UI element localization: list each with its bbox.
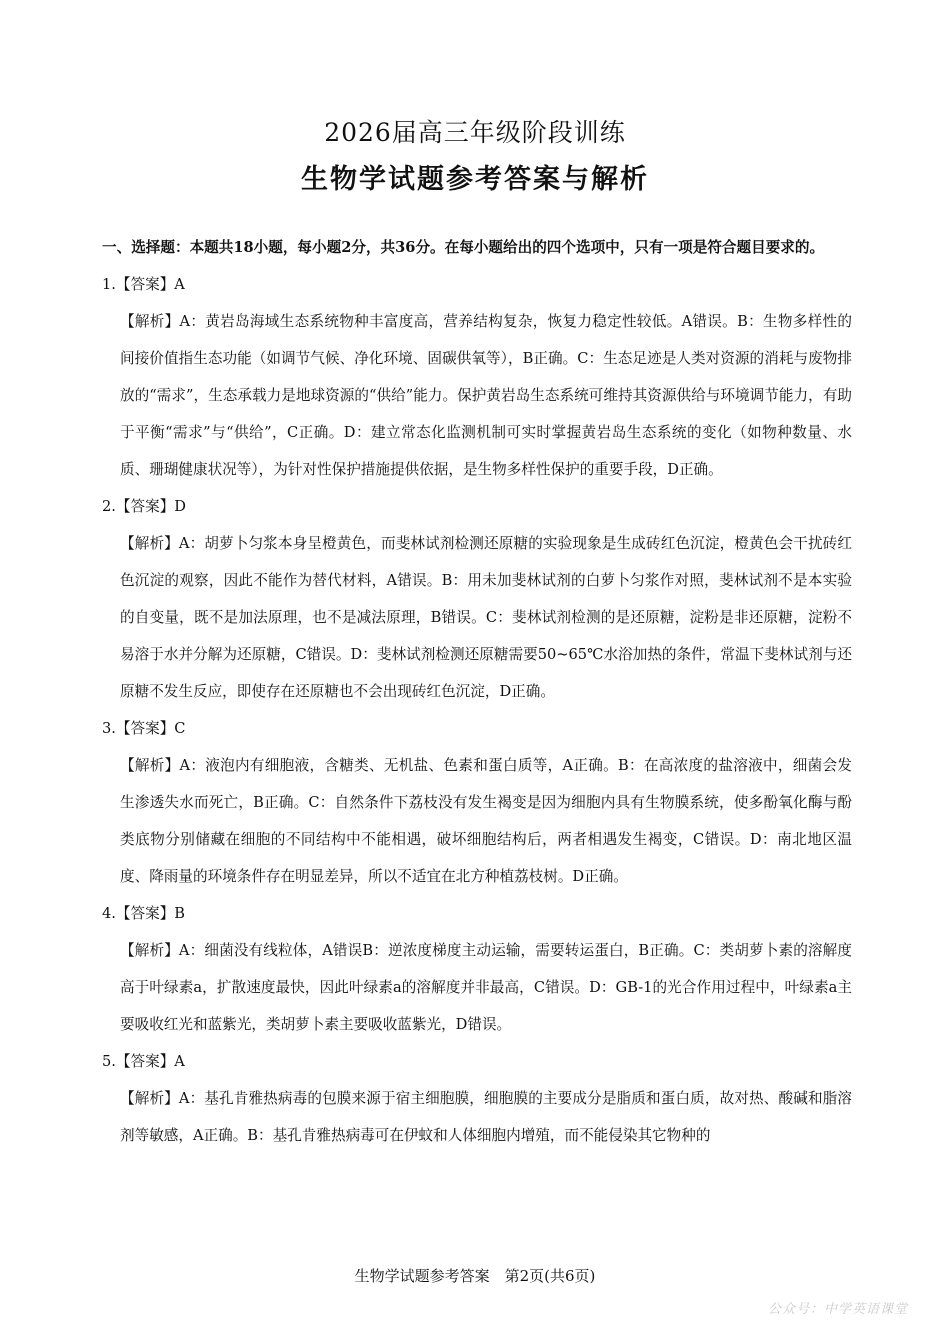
question-answer: 3.【答案】C bbox=[102, 720, 186, 737]
document-subtitle: 生物学试题参考答案与解析 bbox=[301, 164, 649, 195]
question-analysis: 【解析】A：液泡内有细胞液，含糖类、无机盐、色素和蛋白质等，A正确。B：在高浓度的盐溶液中，细菌会发生渗透失水而死亡，B正确。C：自然条件下荔枝没有发生褐变是因为细胞内具有生物膜系统，使多酚氧化酶与酚类底物分别储藏在细胞的不同结构中不能相遇，破坏细胞结构后，两者相遇发生褐变，C错误。D：南北地区温度、降雨量的环境条件存在明显差异，所以不适宜在北方种植荔枝树。D正确。 bbox=[120, 757, 852, 885]
question-5 bbox=[102, 1043, 852, 1154]
question-answer: 4.【答案】B bbox=[102, 905, 186, 922]
question-1 bbox=[102, 266, 852, 488]
exam-title: 2026届高三年级阶段训练 bbox=[324, 118, 626, 147]
question-analysis: 【解析】A：黄岩岛海域生态系统物种丰富度高，营养结构复杂，恢复力稳定性较低。A错误。B：生物多样性的间接价值指生态功能（如调节气候、净化环境、固碳供氧等），B正确。C：生态足迹是人类对资源的消耗与废物排放的“需求”，生态承载力是地球资源的“供给”能力。保护黄岩岛生态系统可维持其资源供给与环境调节能力，有助于平衡“需求”与“供给”，C正确。D：建立常态化监测机制可实时掌握黄岩岛生态系统的变化（如物种数量、水质、珊瑚健康状况等），为针对性保护措施提供依据，是生物多样性保护的重要手段，D正确。 bbox=[120, 313, 852, 478]
question-answer: 2.【答案】D bbox=[102, 498, 186, 515]
question-3 bbox=[102, 710, 852, 895]
question-4 bbox=[102, 895, 852, 1043]
section-heading: 一、选择题：本题共18小题，每小题2分，共36分。在每小题给出的四个选项中，只有一项是符合题目要求的。 bbox=[102, 239, 825, 256]
question-answer: 5.【答案】A bbox=[102, 1053, 185, 1070]
question-analysis: 【解析】A：基孔肯雅热病毒的包膜来源于宿主细胞膜，细胞膜的主要成分是脂质和蛋白质，故对热、酸碱和脂溶剂等敏感，A正确。B：基孔肯雅热病毒可在伊蚊和人体细胞内增殖，而不能侵染其它物种的 bbox=[120, 1090, 852, 1144]
answer-content bbox=[102, 230, 852, 1154]
question-2 bbox=[102, 488, 852, 710]
watermark: 公众号：中学英语课堂 bbox=[767, 1302, 908, 1317]
page-footer: 生物学试题参考答案 第2页(共6页) bbox=[354, 1267, 596, 1285]
question-analysis: 【解析】A：胡萝卜匀浆本身呈橙黄色，而斐林试剂检测还原糖的实验现象是生成砖红色沉淀，橙黄色会干扰砖红色沉淀的观察，因此不能作为替代材料，A错误。B：用未加斐林试剂的白萝卜匀浆作对照，斐林试剂不是本实验的自变量，既不是加法原理，也不是减法原理，B错误。C：斐林试剂检测的是还原糖，淀粉是非还原糖，淀粉不易溶于水并分解为还原糖，C错误。D：斐林试剂检测还原糖需要50~65℃水浴加热的条件，常温下斐林试剂与还原糖不发生反应，即使存在还原糖也不会出现砖红色沉淀，D正确。 bbox=[120, 535, 852, 700]
question-analysis: 【解析】A：细菌没有线粒体，A错误B：逆浓度梯度主动运输，需要转运蛋白，B正确。C：类胡萝卜素的溶解度高于叶绿素a，扩散速度最快，因此叶绿素a的溶解度并非最高，C错误。D：GB-1的光合作用过程中，叶绿素a主要吸收红光和蓝紫光，类胡萝卜素主要吸收蓝紫光，D错误。 bbox=[120, 942, 852, 1033]
question-answer: 1.【答案】A bbox=[102, 276, 185, 293]
